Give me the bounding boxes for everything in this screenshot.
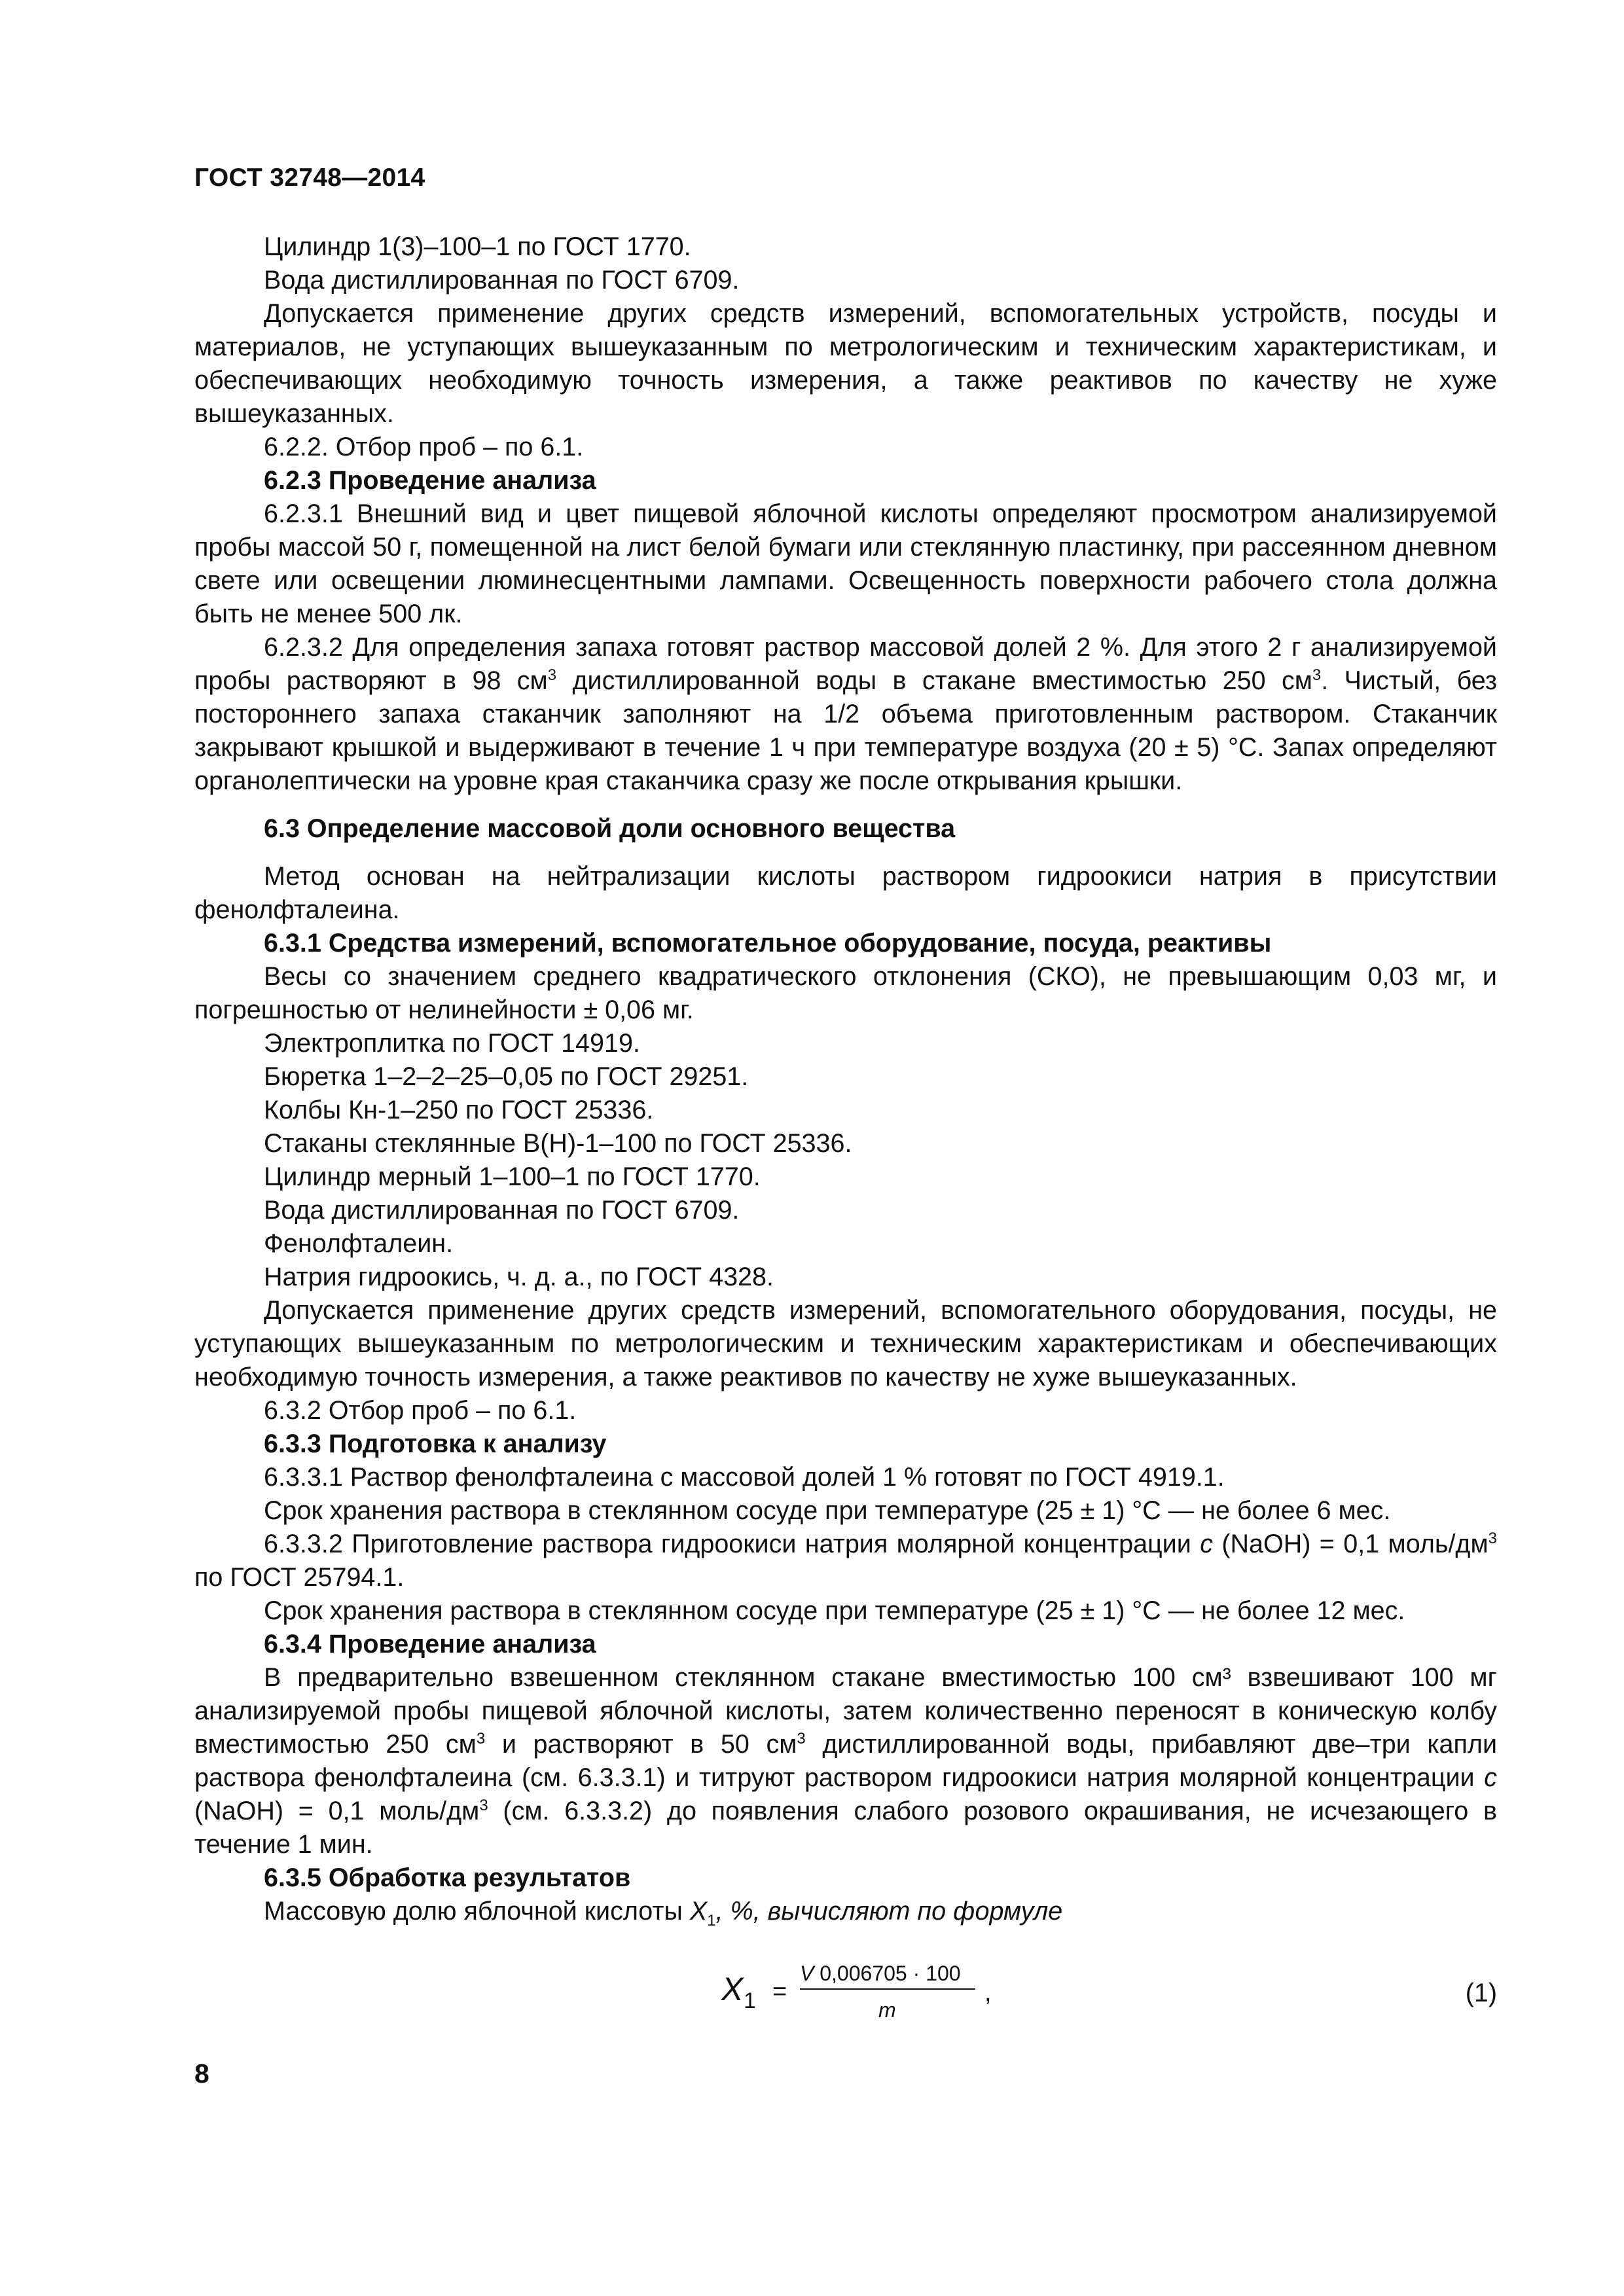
formula-1 bbox=[721, 1954, 1193, 2026]
paragraph: Цилиндр 1(3)–100–1 по ГОСТ 1770. bbox=[264, 232, 691, 261]
formula-lhs: X bbox=[721, 1971, 744, 2007]
list-item: Допускается применение других средств измерений, вспомогательного оборудования, посуды, не уступающих вышеуказанным по метрологическим и техническим характеристикам и обеспечивающих необходимую точность измерения, а также реактивов по качеству не хуже вышеуказанных. bbox=[194, 1296, 1497, 1391]
paragraph: 6.3.2 Отбор проб – по 6.1. bbox=[264, 1396, 577, 1425]
formula-lhs-subscript: 1 bbox=[744, 1988, 756, 2013]
paragraph: 6.2.2. Отбор проб – по 6.1. bbox=[264, 433, 584, 461]
list-item: Бюретка 1–2–2–25–0,05 по ГОСТ 29251. bbox=[264, 1062, 749, 1091]
paragraph-6-3-5: Массовую долю яблочной кислоты $X_1$, %, вычисляют по формуле bbox=[264, 1897, 1063, 1929]
formula-row bbox=[194, 1954, 1497, 2026]
paragraph: 6.3.3.1 Раствор фенолфталеина с массовой долей 1 % готовят по ГОСТ 4919.1. bbox=[264, 1463, 1225, 1492]
formula-numerator: V 0,006705 · 100 bbox=[800, 1962, 961, 1985]
list-item: Фенолфталеин. bbox=[264, 1229, 454, 1258]
formula-fraction-bar bbox=[800, 1988, 975, 1990]
section-heading-6-3: 6.3 Определение массовой доли основного вещества bbox=[264, 814, 956, 843]
formula-denominator: m bbox=[878, 1998, 896, 2022]
document-body bbox=[194, 230, 1497, 2026]
formula-comma: , bbox=[984, 1979, 992, 2007]
list-item: Цилиндр мерный 1–100–1 по ГОСТ 1770. bbox=[264, 1162, 761, 1191]
paragraph: Срок хранения раствора в стеклянном сосуде при температуре (25 ± 1) °С — не более 6 мес. bbox=[264, 1496, 1391, 1525]
paragraph-6-2-3-2: 6.2.3.2 Для определения запаха готовят раствор массовой долей 2 %. Для этого 2 г анализируемой пробы растворяют в 98 $см^3$ дистиллированной воды в стакане вместимостью 250 $см^3$. Чистый, без постороннего запаха стаканчик заполняют на 1/2 объема приготовленным раствором. Стаканчик закрывают крышкой и выдерживают в течение 1 ч при температуре воздуха (20 ± 5) °С. Запах определяют органолептически на уровне края стаканчика сразу же после открывания крышки. bbox=[194, 633, 1497, 795]
section-heading-6-3-3: 6.3.3 Подготовка к анализу bbox=[264, 1429, 607, 1458]
section-heading-6-2-3: 6.2.3 Проведение анализа bbox=[264, 466, 596, 495]
formula-number: (1) bbox=[1465, 1979, 1497, 2007]
list-item: Электроплитка по ГОСТ 14919. bbox=[264, 1029, 640, 1058]
paragraph-6-3-4: В предварительно взвешенном стеклянном стакане вместимостью 100 см³ взвешивают 100 мг анализируемой пробы пищевой яблочной кислоты, затем количественно переносят в коническую колбу вместимостью 250 $см^3$ и растворяют в 50 $см^3$ дистиллированной воды, прибавляют две–три капли раствора фенолфталеина (см. 6.3.3.1) и титруют раствором гидроокиси натрия молярной концентрации c (NaOH) = 0,1 моль/$дм^3$ (см. 6.3.3.2) до появления слабого розового окрашивания, не исчезающего в течение 1 мин. bbox=[194, 1663, 1498, 1859]
paragraph: Метод основан на нейтрализации кислоты раствором гидроокиси натрия в присутствии фенолфталеина. bbox=[194, 862, 1497, 924]
list-item: Весы со значением среднего квадратического отклонения (СКО), не превышающим 0,03 мг, и погрешностью от нелинейности ± 0,06 мг. bbox=[194, 962, 1497, 1024]
section-heading-6-3-1: 6.3.1 Средства измерений, вспомогательное оборудование, посуда, реактивы bbox=[264, 929, 1272, 958]
paragraph: Вода дистиллированная по ГОСТ 6709. bbox=[264, 266, 740, 295]
list-item: Колбы Кн-1–250 по ГОСТ 25336. bbox=[264, 1096, 654, 1124]
list-item: Вода дистиллированная по ГОСТ 6709. bbox=[264, 1196, 740, 1225]
paragraph: Допускается применение других средств измерений, вспомогательных устройств, посуды и материалов, не уступающих вышеуказанным по метрологическим и техническим характеристикам, и обеспечивающих необходимую точность измерения, а также реактивов по качеству не хуже вышеуказанных. bbox=[194, 299, 1497, 428]
list-item: Натрия гидроокись, ч. д. а., по ГОСТ 4328. bbox=[264, 1263, 774, 1291]
section-heading-6-3-5: 6.3.5 Обработка результатов bbox=[264, 1863, 631, 1892]
paragraph: 6.2.3.1 Внешний вид и цвет пищевой яблочной кислоты определяют просмотром анализируемой пробы массой 50 г, помещенной на лист белой бумаги или стеклянную пластинку, при рассеянном дневном свете или освещении люминесцентными лампами. Освещенность поверхности рабочего стола должна быть не менее 500 лк. bbox=[194, 499, 1497, 628]
document-header: ГОСТ 32748—2014 bbox=[194, 164, 425, 192]
paragraph-6-3-3-2: 6.3.3.2 Приготовление раствора гидроокиси натрия молярной концентрации c (NaOH) = 0,1 моль/$дм^3$ по ГОСТ 25794.1. bbox=[194, 1529, 1497, 1592]
formula-equals: = bbox=[772, 1978, 787, 2005]
paragraph: Срок хранения раствора в стеклянном сосуде при температуре (25 ± 1) °С — не более 12 мес. bbox=[264, 1596, 1405, 1625]
list-item: Стаканы стеклянные В(Н)-1–100 по ГОСТ 25336. bbox=[264, 1129, 852, 1158]
page-number: 8 bbox=[194, 2058, 209, 2089]
section-heading-6-3-4: 6.3.4 Проведение анализа bbox=[264, 1630, 596, 1659]
